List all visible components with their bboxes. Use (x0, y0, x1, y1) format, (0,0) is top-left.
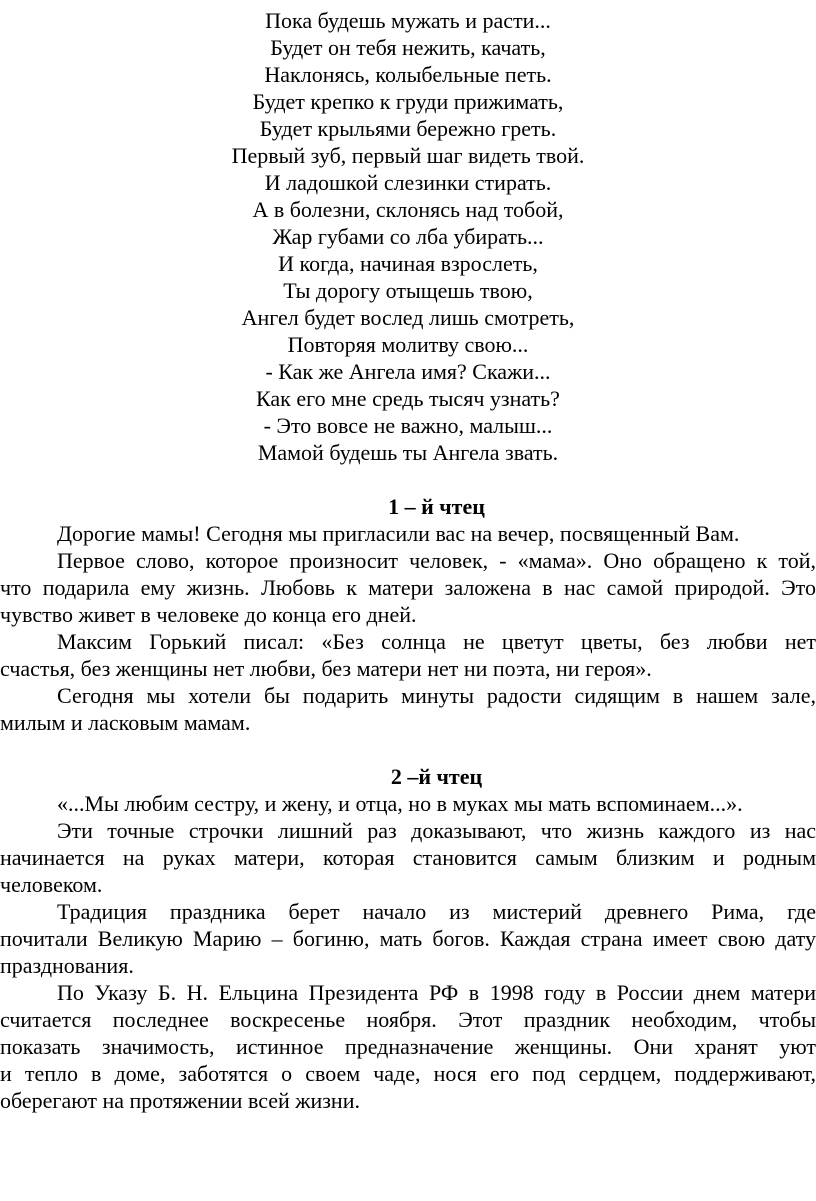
paragraph (0, 547, 816, 628)
text-line: человеком. (0, 872, 103, 897)
poem-line: Будет крепко к груди прижимать, (252, 89, 564, 114)
poem-line: Будет крыльями бережно греть. (259, 116, 557, 141)
text-line: Традиция праздника берет начало из мистерий древнего Рима, где (57, 899, 816, 924)
text-line: По Указу Б. Н. Ельцина Президента РФ в 1998 году в России днем матери (57, 980, 816, 1005)
section-reader-2 (0, 763, 816, 1114)
poem-line: И ладошкой слезинки стирать. (264, 170, 552, 195)
poem-line: Первый зуб, первый шаг видеть твой. (231, 143, 585, 168)
text-line: милым и ласковым мамам. (0, 710, 251, 735)
paragraph (0, 790, 816, 817)
reader-1-heading: 1 – й чтец (388, 494, 485, 519)
text-line: что подарила ему жизнь. Любовь к матери заложена в нас самой природой. Это (0, 575, 816, 600)
text-line: показать значимость, истинное предназначение женщины. Они хранят уют (0, 1034, 816, 1059)
text-line: считается последнее воскресенье ноября. Этот праздник необходим, чтобы (0, 1007, 816, 1032)
poem (0, 0, 816, 466)
text-line: празднования. (0, 953, 134, 978)
paragraph (0, 682, 816, 736)
poem-line: Повторяя молитву свою... (287, 332, 529, 357)
poem-line: Пока будешь мужать и расти... (265, 8, 551, 33)
text-line: счастья, без женщины нет любви, без матери нет ни поэта, ни героя». (0, 656, 652, 681)
text-line: начинается на руках матери, которая становится самым близким и родным (0, 845, 816, 870)
text-line: Сегодня мы хотели бы подарить минуты радости сидящим в нашем зале, (57, 683, 816, 708)
text-line: почитали Великую Марию – богиню, мать богов. Каждая страна имеет свою дату (0, 926, 816, 951)
poem-line: - Это вовсе не важно, малыш... (263, 413, 553, 438)
paragraph (0, 817, 816, 898)
poem-line: Как его мне средь тысяч узнать? (256, 386, 560, 411)
paragraph (0, 979, 816, 1114)
text-line: Максим Горький писал: «Без солнца не цветут цветы, без любви нет (57, 629, 816, 654)
text-line: и тепло в доме, заботятся о своем чаде, нося его под сердцем, поддерживают, (0, 1061, 816, 1086)
poem-line: Наклонясь, колыбельные петь. (264, 62, 552, 87)
reader-2-heading: 2 –й чтец (390, 764, 483, 789)
poem-line: А в болезни, склонясь над тобой, (252, 197, 564, 222)
poem-line: Мамой будешь ты Ангела звать. (257, 440, 559, 465)
poem-line: И когда, начиная взрослеть, (278, 251, 538, 276)
paragraph (0, 898, 816, 979)
text-line: чувство живет в человеке до конца его дней. (0, 602, 417, 627)
poem-line: - Как же Ангела имя? Скажи... (265, 359, 551, 384)
paragraph (0, 628, 816, 682)
text-line: Первое слово, которое произносит человек, - «мама». Оно обращено к той, (57, 548, 816, 573)
text-line: Эти точные строчки лишний раз доказывают, что жизнь каждого из нас (57, 818, 816, 843)
poem-line: Ты дорогу отыщешь твою, (283, 278, 533, 303)
section-reader-1 (0, 493, 816, 736)
text-line: оберегают на протяжении всей жизни. (0, 1088, 360, 1113)
paragraph (0, 520, 816, 547)
poem-line: Ангел будет вослед лишь смотреть, (241, 305, 575, 330)
text-line: Дорогие мамы! Сегодня мы пригласили вас на вечер, посвященный Вам. (57, 521, 740, 546)
text-line: «...Мы любим сестру, и жену, и отца, но в муках мы мать вспоминаем...». (57, 791, 743, 816)
poem-line: Будет он тебя нежить, качать, (270, 35, 546, 60)
poem-line: Жар губами со лба убирать... (272, 224, 544, 249)
